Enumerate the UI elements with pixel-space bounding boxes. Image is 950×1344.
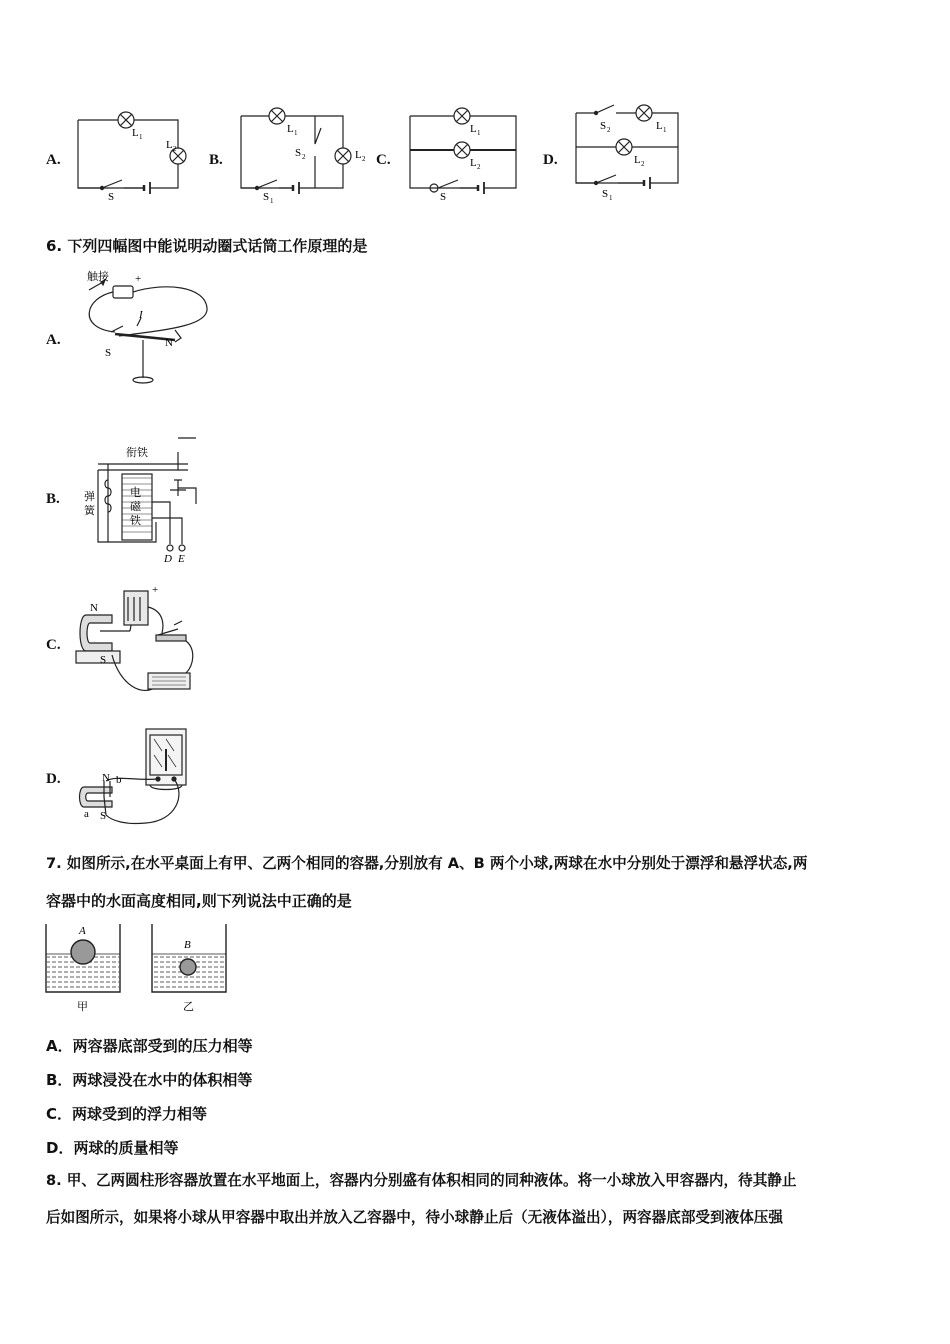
- svg-text:N: N: [90, 602, 98, 614]
- q5-option-a-letter: A.: [46, 152, 61, 168]
- q5-option-c-circuit: [404, 100, 524, 203]
- svg-text:S: S: [263, 191, 270, 203]
- q5-option-b-letter: B.: [209, 152, 223, 168]
- svg-text:乙: 乙: [183, 1000, 194, 1013]
- svg-text:a: a: [84, 808, 89, 820]
- q6-option-b-figure: [78, 434, 203, 564]
- svg-text:b: b: [116, 774, 122, 786]
- switch-icon: [78, 180, 144, 188]
- horseshoe-magnet-icon: [80, 787, 113, 807]
- svg-text:+: +: [135, 273, 142, 285]
- svg-text:L: L: [656, 120, 663, 132]
- svg-text:触接: 触接: [87, 270, 109, 283]
- q5-option-d-circuit: [570, 97, 685, 202]
- svg-text:S: S: [108, 191, 115, 203]
- svg-text:1: 1: [663, 126, 667, 134]
- horseshoe-magnet-icon: [80, 615, 112, 651]
- svg-text:簧: 簧: [84, 504, 95, 517]
- q6-option-b-letter: B.: [46, 491, 60, 507]
- battery-icon: [113, 286, 133, 298]
- svg-text:S: S: [602, 188, 609, 200]
- svg-text:S: S: [100, 810, 107, 822]
- svg-text:E: E: [178, 553, 185, 565]
- q5-option-c-letter: C.: [376, 152, 391, 168]
- svg-text:D: D: [164, 553, 172, 565]
- q5-option-a-circuit: [70, 100, 185, 203]
- q7-figure: [40, 920, 240, 1015]
- svg-text:S: S: [440, 191, 447, 203]
- svg-text:S: S: [105, 347, 112, 359]
- svg-text:2: 2: [477, 163, 481, 171]
- svg-text:N: N: [102, 772, 110, 784]
- q6-option-d-letter: D.: [46, 771, 61, 787]
- svg-text:2: 2: [173, 145, 177, 153]
- svg-text:2: 2: [641, 160, 645, 168]
- svg-text:S: S: [100, 654, 107, 666]
- q8-question-line2: 后如图所示，如果将小球从甲容器中取出并放入乙容器中，待小球静止后（无液体溢出），两容器底部受到液体压强: [46, 1209, 783, 1226]
- ball-a: [71, 940, 95, 964]
- q6-option-c-letter: C.: [46, 637, 61, 653]
- svg-text:1: 1: [139, 133, 143, 141]
- q5-option-b-circuit: [235, 100, 375, 205]
- svg-text:2: 2: [362, 155, 366, 163]
- q7-question-line2: 容器中的水面高度相同,则下列说法中正确的是: [46, 892, 352, 910]
- svg-text:1: 1: [609, 194, 613, 202]
- svg-text:电: 电: [130, 486, 141, 499]
- switch-s2-icon: [315, 116, 321, 188]
- svg-text:L: L: [470, 123, 477, 135]
- q5-option-d-letter: D.: [543, 152, 558, 168]
- svg-text:L: L: [287, 123, 294, 135]
- svg-text:I: I: [139, 309, 143, 321]
- svg-text:L: L: [634, 154, 641, 166]
- svg-text:甲: 甲: [77, 1000, 88, 1013]
- q6-question: 6. 下列四幅图中能说明动圈式话筒工作原理的是: [46, 237, 368, 255]
- svg-text:磁: 磁: [130, 500, 141, 513]
- svg-text:A: A: [79, 925, 86, 937]
- svg-text:衔铁: 衔铁: [126, 446, 148, 459]
- q7-option-a[interactable]: A．两容器底部受到的压力相等: [46, 1037, 253, 1055]
- svg-text:铁: 铁: [130, 514, 141, 527]
- q6-option-a-letter: A.: [46, 332, 61, 348]
- switch-s1-icon: [241, 180, 293, 188]
- svg-text:L: L: [470, 157, 477, 169]
- ball-b: [180, 959, 196, 975]
- svg-text:B: B: [184, 939, 191, 951]
- svg-text:弹: 弹: [84, 490, 95, 503]
- svg-text:1: 1: [270, 197, 274, 205]
- svg-text:2: 2: [607, 126, 611, 134]
- svg-text:L: L: [355, 149, 362, 161]
- svg-text:+: +: [152, 584, 159, 596]
- svg-text:1: 1: [294, 129, 298, 137]
- switch-s1-icon: [576, 175, 644, 183]
- q5-options-row: [0, 95, 950, 205]
- q7-question-line1: 7. 如图所示,在水平桌面上有甲、乙两个相同的容器,分别放有 A、B 两个小球,两球在水中分别处于漂浮和悬浮状态,两: [46, 855, 808, 872]
- svg-text:2: 2: [302, 153, 306, 161]
- q8-question-line1: 8. 甲、乙两圆柱形容器放置在水平地面上，容器内分别盛有体积相同的同种液体。将一小球放入甲容器内，待其静止: [46, 1172, 797, 1189]
- q7-option-c[interactable]: C．两球受到的浮力相等: [46, 1105, 208, 1123]
- svg-text:L: L: [132, 127, 139, 139]
- q7-option-d[interactable]: D．两球的质量相等: [46, 1139, 179, 1157]
- svg-text:L: L: [166, 139, 173, 151]
- q7-option-b[interactable]: B．两球浸没在水中的体积相等: [46, 1071, 253, 1089]
- svg-text:N: N: [165, 337, 173, 349]
- q6-option-c-figure: [72, 585, 202, 700]
- svg-text:S: S: [295, 147, 302, 159]
- q6-option-a-figure: [75, 268, 215, 388]
- svg-text:S: S: [600, 120, 607, 132]
- svg-text:1: 1: [477, 129, 481, 137]
- q6-option-d-figure: [76, 725, 201, 830]
